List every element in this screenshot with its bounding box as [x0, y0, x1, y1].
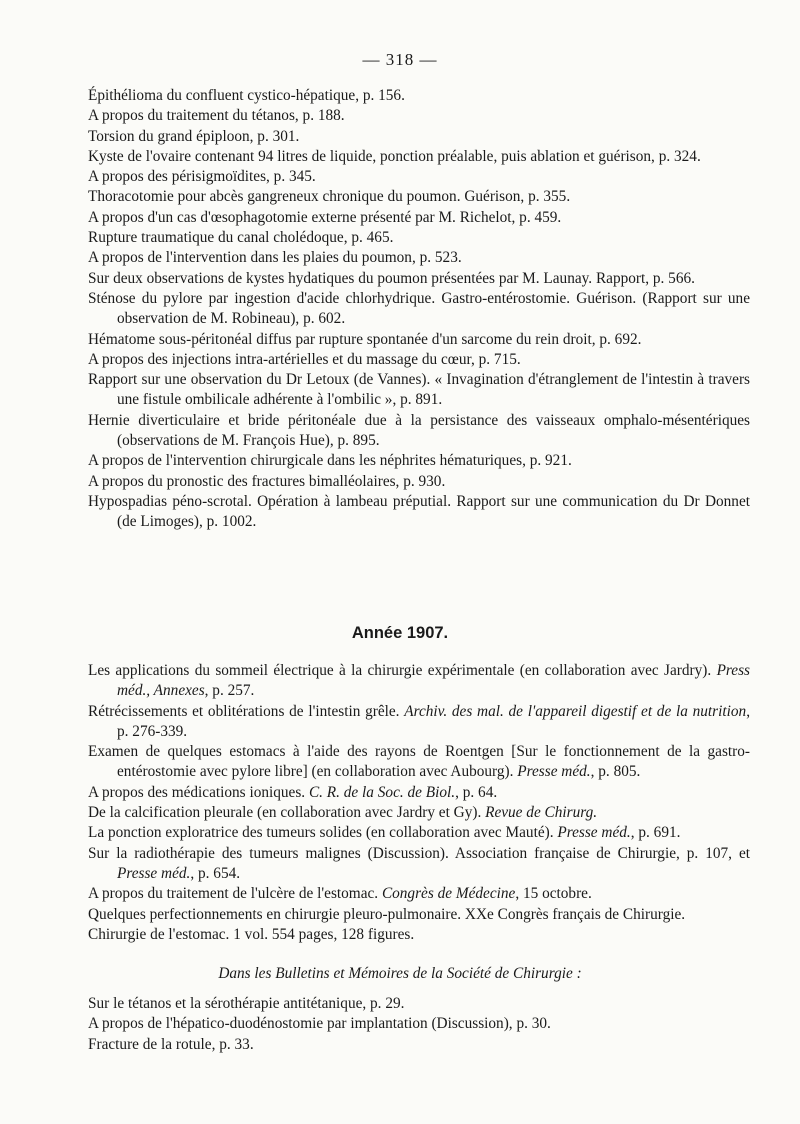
entry-tail: , p. 654. [190, 864, 241, 882]
list-item: Fracture de la rotule, p. 33. [88, 1035, 254, 1053]
list-item: A propos des injections intra-artérielles et du massage du cœur, p. 715. [88, 350, 521, 368]
list-item: A propos du pronostic des fractures bimalléolaires, p. 930. [88, 472, 446, 490]
entry-text: Quelques perfectionnements en chirurgie pleuro-pulmonaire. XXe Congrès français de Chirurgie. [88, 905, 686, 923]
list-item: A propos du traitement du tétanos, p. 188. [88, 107, 345, 125]
entry-tail: , p. 805. [590, 763, 641, 781]
list-item: A propos de l'intervention dans les plaies du poumon, p. 523. [88, 249, 462, 267]
entry-text: A propos des médications ioniques. [88, 783, 309, 801]
list-item: Épithélioma du confluent cystico-hépatique, p. 156. [88, 87, 405, 104]
entry-text: Sur la radiothérapie des tumeurs malignes (Discussion). Association française de Chirurgie, p. 107, et [88, 844, 750, 862]
journal-title: C. R. de la Soc. de Biol. [308, 783, 456, 801]
list-item [88, 925, 750, 945]
journal-title: Presse méd. [517, 763, 591, 781]
journal-title: Press méd., Annexes [117, 662, 750, 700]
list-item [88, 884, 750, 904]
list-item: Hernie diverticulaire et bride péritonéale due à la persistance des vaisseaux omphalo-mésentériques (observations de M. François Hue), p. 895. [88, 411, 750, 450]
journal-title: Presse méd. [557, 824, 631, 842]
list-item: Rapport sur une observation du Dr Letoux (de Vannes). « Invagination d'étranglement de l'intestin à travers une fistule ombilicale adhérente à l'ombilic », p. 891. [88, 371, 750, 409]
journal-title: Congrès de Médecine [381, 885, 516, 903]
list-item [88, 844, 750, 885]
list-item [88, 702, 750, 743]
list-item: Hypospadias péno-scrotal. Opération à lambeau préputial. Rapport sur une communication du Dr Donnet (de Limoges), p. 1002. [88, 492, 750, 531]
list-item [88, 803, 750, 823]
entries-bulletins [88, 994, 750, 1055]
entry-text: De la calcification pleurale (en collaboration avec Jardry et Gy). [88, 804, 486, 822]
entries-1906 [88, 86, 750, 533]
list-item [88, 742, 750, 783]
list-item: Torsion du grand épiploon, p. 301. [88, 127, 300, 145]
entry-text: A propos du traitement de l'ulcère de l'estomac. [88, 885, 382, 903]
list-item: Sténose du pylore par ingestion d'acide chlorhydrique. Gastro-entérostomie. Guérison. (Rapport sur une observation de M. Robineau), p. 602. [88, 289, 750, 328]
list-item: Hématome sous-péritonéal diffus par rupture spontanée d'un sarcome du rein droit, p. 692. [88, 330, 642, 348]
journal-title: Archiv. des mal. de l'appareil digestif et de la nutrition [404, 702, 747, 720]
list-item [88, 783, 750, 803]
list-item [88, 823, 750, 843]
journal-title: Presse méd. [117, 864, 191, 882]
list-item: Sur le tétanos et la sérothérapie antitétanique, p. 29. [88, 995, 405, 1012]
list-item: A propos de l'intervention chirurgicale dans les néphrites hématuriques, p. 921. [88, 452, 572, 470]
list-item: Thoracotomie pour abcès gangreneux chronique du poumon. Guérison, p. 355. [88, 188, 571, 206]
entries-1907 [88, 661, 750, 945]
entry-tail: , 15 octobre. [515, 885, 592, 903]
list-item: Rupture traumatique du canal cholédoque, p. 465. [88, 229, 394, 247]
entry-tail: , p. 691. [630, 824, 681, 842]
page-number: — 318 — [362, 50, 438, 69]
entry-tail: , p. 257. [204, 682, 255, 700]
entry-text: La ponction exploratrice des tumeurs solides (en collaboration avec Mauté). [88, 824, 558, 842]
entry-text: Rétrécissements et oblitérations de l'intestin grêle. [88, 702, 405, 720]
entry-text: Les applications du sommeil électrique à la chirurgie expérimentale (en collaboration avec Jardry). [88, 662, 717, 679]
journal-title: Revue de Chirurg. [485, 804, 598, 822]
list-item: A propos d'un cas d'œsophagotomie externe présenté par M. Richelot, p. 459. [88, 208, 562, 226]
list-item [88, 661, 750, 702]
entry-tail: , p. 64. [455, 783, 498, 801]
list-item: Kyste de l'ovaire contenant 94 litres de liquide, ponction préalable, puis ablation et guérison, p. 324. [88, 147, 701, 165]
list-item [88, 905, 750, 925]
list-item: A propos des périsigmoïdites, p. 345. [88, 168, 316, 186]
bulletins-subheading: Dans les Bulletins et Mémoires de la Société de Chirurgie : [218, 965, 582, 982]
entry-tail: , p. 276-339. [117, 702, 751, 740]
list-item: A propos de l'hépatico-duodénostomie par implantation (Discussion), p. 30. [88, 1015, 551, 1033]
section-heading-1907: Année 1907. [351, 624, 449, 642]
entry-text: Chirurgie de l'estomac. 1 vol. 554 pages, 128 figures. [88, 925, 415, 943]
entry-text: Examen de quelques estomacs à l'aide des rayons de Roentgen [Sur le fonctionnement de la gastro-entérostomie avec pylore libre] (en collaboration avec Aubourg). [88, 743, 750, 781]
list-item: Sur deux observations de kystes hydatiques du poumon présentées par M. Launay. Rapport, p. 566. [88, 269, 695, 287]
